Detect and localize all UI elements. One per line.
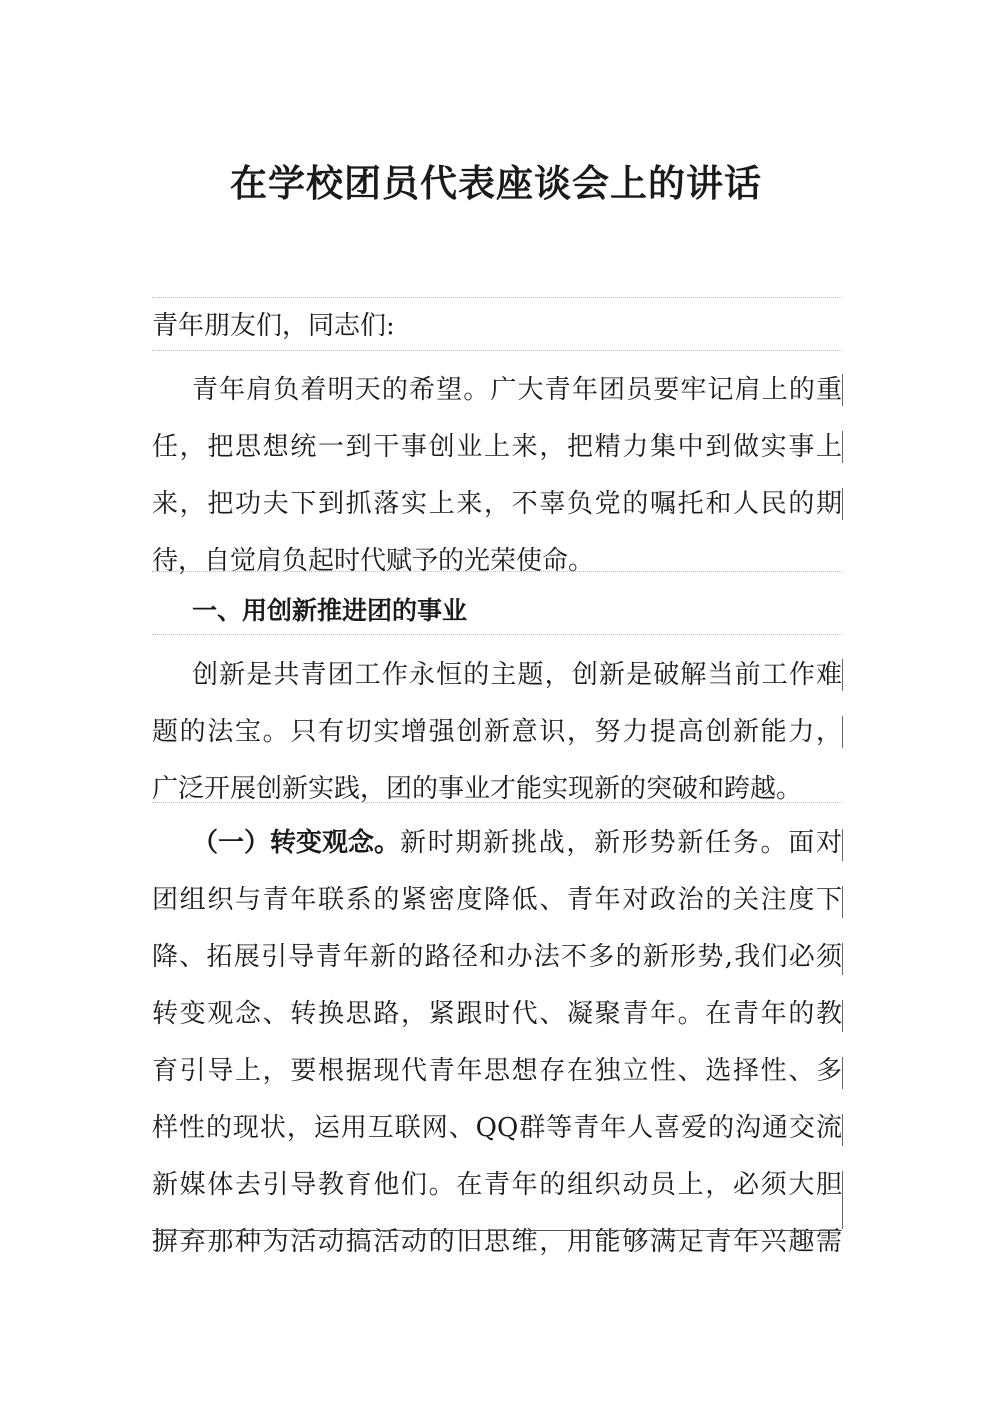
dotted-rule <box>152 634 842 635</box>
dotted-rule <box>152 350 842 351</box>
document-title: 在学校团员代表座谈会上的讲话 <box>230 161 762 205</box>
dotted-rule <box>152 571 842 572</box>
para1-line: 任，把思想统一到干事创业上来，把精力集中到做实事上 <box>152 432 842 462</box>
margin-mark <box>842 886 843 918</box>
para2-line: 题的法宝。只有切实增强创新意识，努力提高创新能力， <box>152 717 842 747</box>
margin-mark <box>842 431 843 463</box>
para1-line: 青年肩负着明天的希望。广大青年团员要牢记肩上的重 <box>192 375 842 405</box>
para3-line: 摒弃那种为活动搞活动的旧思维，用能够满足青年兴趣需 <box>152 1227 842 1257</box>
para3-line: 转变观念、转换思路，紧跟时代、凝聚青年。在青年的教 <box>152 999 842 1029</box>
paragraph-3 <box>152 815 842 1271</box>
para3-line: 新时期新挑战，新形势新任务。面对 <box>400 828 842 858</box>
para3-line: 样性的现状，运用互联网、QQ群等青年人喜爱的沟通交流 <box>152 1113 842 1143</box>
margin-mark <box>842 829 843 861</box>
margin-mark <box>842 1193 843 1229</box>
section-heading: 一、用创新推进团的事业 <box>192 596 468 625</box>
para3-line: 团组织与青年联系的紧密度降低、青年对政治的关注度下 <box>152 885 842 915</box>
paragraph-1 <box>152 362 842 590</box>
paragraph-2 <box>152 647 842 818</box>
margin-mark <box>842 374 843 406</box>
para3-line: 育引导上，要根据现代青年思想存在独立性、选择性、多 <box>152 1056 842 1086</box>
para2-line: 创新是共青团工作永恒的主题，创新是破解当前工作难 <box>192 660 842 690</box>
margin-mark <box>842 488 843 520</box>
greeting-block <box>152 298 842 355</box>
margin-mark <box>842 943 843 975</box>
bottom-rule <box>152 1230 842 1231</box>
margin-mark <box>842 716 843 748</box>
para1-line: 来，把功夫下到抓落实上来，不辜负党的嘱托和人民的期 <box>152 489 842 519</box>
heading-block <box>152 582 842 639</box>
margin-mark <box>842 659 843 691</box>
para3-line: 新媒体去引导教育他们。在青年的组织动员上，必须大胆 <box>152 1170 842 1200</box>
margin-mark <box>842 1057 843 1089</box>
margin-mark <box>842 1000 843 1032</box>
margin-mark <box>842 1114 843 1146</box>
para3-lead: （一）转变观念。 <box>192 828 401 858</box>
para1-line: 待，自觉肩负起时代赋予的光荣使命。 <box>152 546 595 576</box>
dotted-rule <box>152 802 842 803</box>
para2-line: 广泛开展创新实践，团的事业才能实现新的突破和跨越。 <box>152 774 803 804</box>
greeting: 青年朋友们，同志们: <box>152 311 395 341</box>
para3-line: 降、拓展引导青年新的路径和办法不多的新形势,我们必须 <box>152 942 842 972</box>
